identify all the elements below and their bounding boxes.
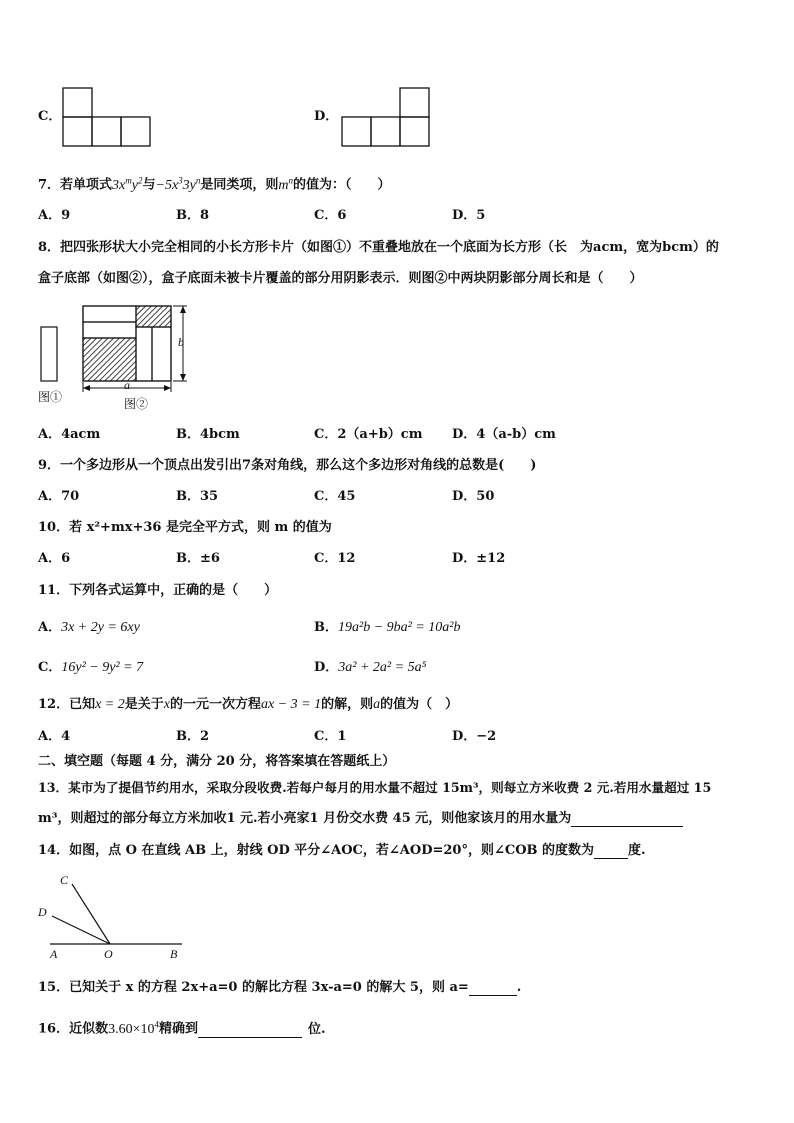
- label-a: A: [50, 947, 58, 961]
- q15-answer-blank[interactable]: [469, 982, 517, 996]
- q10-option-c[interactable]: C．12: [314, 551, 356, 566]
- q9-option-a[interactable]: A．70: [38, 489, 80, 504]
- q8-stem-line2: 盒子底部（如图②），盒子底面未被卡片覆盖的部分用阴影表示．则图②中两块阴影部分周长和是（ ）: [38, 271, 643, 286]
- q11-option-a[interactable]: A．3x + 2y = 6xy: [38, 620, 140, 635]
- q13-stem-line2: m³，则超过的部分每立方米加收1 元.若小亮家1 月份交水费 45 元，则他家该月的用水量为: [38, 811, 683, 827]
- q9-option-d[interactable]: D．50: [452, 489, 495, 504]
- q14-answer-blank[interactable]: [594, 845, 628, 859]
- q13-answer-blank[interactable]: [571, 813, 683, 827]
- label-c: C: [60, 873, 69, 887]
- q12-stem: 12．已知x = 2是关于x的一元一次方程ax − 3 = 1的解，则a的值为（ ）: [38, 697, 459, 712]
- q10-option-a[interactable]: A．6: [38, 551, 71, 566]
- q12-option-b[interactable]: B．2: [176, 729, 210, 744]
- q9-option-b[interactable]: B．35: [176, 489, 219, 504]
- label-b: B: [170, 947, 178, 961]
- q8-option-b[interactable]: B．4bcm: [176, 427, 240, 442]
- q6-figure-c: [62, 87, 152, 147]
- q8-stem-line1: 8．把四张形状大小完全相同的小长方形卡片（如图①）不重叠地放在一个底面为长方形（长 为acm，宽为bcm）的: [38, 240, 719, 255]
- q11-option-c[interactable]: C．16y² − 9y² = 7: [38, 660, 144, 675]
- option-d-label: D．: [314, 109, 339, 124]
- fig2-label-a: a: [124, 378, 130, 392]
- q7-option-d[interactable]: D．5: [452, 208, 486, 223]
- q16-stem: 16．近似数$3.60\times 10^4$精确到 位.: [38, 1019, 326, 1037]
- q7-stem: 7．若单项式$3x^my^2$与$-5x^33y^n$是同类项，则$m^n$的值为：（ ）: [38, 175, 391, 193]
- q12-option-c[interactable]: C．1: [314, 729, 347, 744]
- shaded-bottom-left: [83, 338, 136, 381]
- q15-stem: 15．已知关于 x 的方程 2x+a=0 的解比方程 3x-a=0 的解大 5，则 a= .: [38, 980, 522, 995]
- q13-stem-line1: 13．某市为了提倡节约用水，采取分段收费.若每户每月的用水量不超过 15m³，则每立方米收费 2 元.若用水量超过 15: [38, 780, 712, 795]
- q12-option-d[interactable]: D．−2: [452, 729, 497, 744]
- label-o: O: [104, 947, 113, 961]
- q10-option-b[interactable]: B．±6: [176, 551, 220, 566]
- section-2-title: 二、填空题（每题 4 分，满分 20 分，将答案填在答题纸上）: [38, 754, 396, 769]
- q10-option-d[interactable]: D．±12: [452, 551, 506, 566]
- q8-option-d[interactable]: D．4（a-b）cm: [452, 427, 556, 442]
- q11-option-b[interactable]: B．19a²b − 9ba² = 10a²b: [314, 620, 461, 635]
- option-c-label: C．: [38, 109, 62, 124]
- q7-option-a[interactable]: A．9: [38, 208, 71, 223]
- fig1-card: [41, 327, 57, 381]
- q16-answer-blank[interactable]: [198, 1024, 302, 1038]
- q11-option-d[interactable]: D．3a² + 2a² = 5a⁵: [314, 660, 427, 675]
- q9-stem: 9．一个多边形从一个顶点出发引出7条对角线，那么这个多边形对角线的总数是( ): [38, 458, 537, 473]
- q6-figure-d: [341, 87, 431, 147]
- shaded-top-right: [136, 306, 171, 327]
- q14-stem: 14．如图，点 O 在直线 AB 上，射线 OD 平分∠AOC，若∠AOD=20°，则∠COB 的度数为 度.: [38, 843, 646, 858]
- label-d: D: [38, 905, 47, 919]
- q7-option-b[interactable]: B．8: [176, 208, 210, 223]
- q8-option-c[interactable]: C．2（a+b）cm: [314, 427, 423, 442]
- fig1-caption: 图①: [38, 390, 63, 404]
- q10-stem: 10．若 x²+mx+36 是完全平方式，则 m 的值为: [38, 520, 332, 535]
- q8-option-a[interactable]: A．4acm: [38, 427, 101, 442]
- fig2-caption: 图②: [124, 397, 149, 411]
- q7-option-c[interactable]: C．6: [314, 208, 347, 223]
- fig2-label-b: b: [178, 335, 184, 349]
- q11-stem: 11．下列各式运算中，正确的是（ ）: [38, 583, 278, 598]
- q12-option-a[interactable]: A．4: [38, 729, 71, 744]
- q9-option-c[interactable]: C．45: [314, 489, 356, 504]
